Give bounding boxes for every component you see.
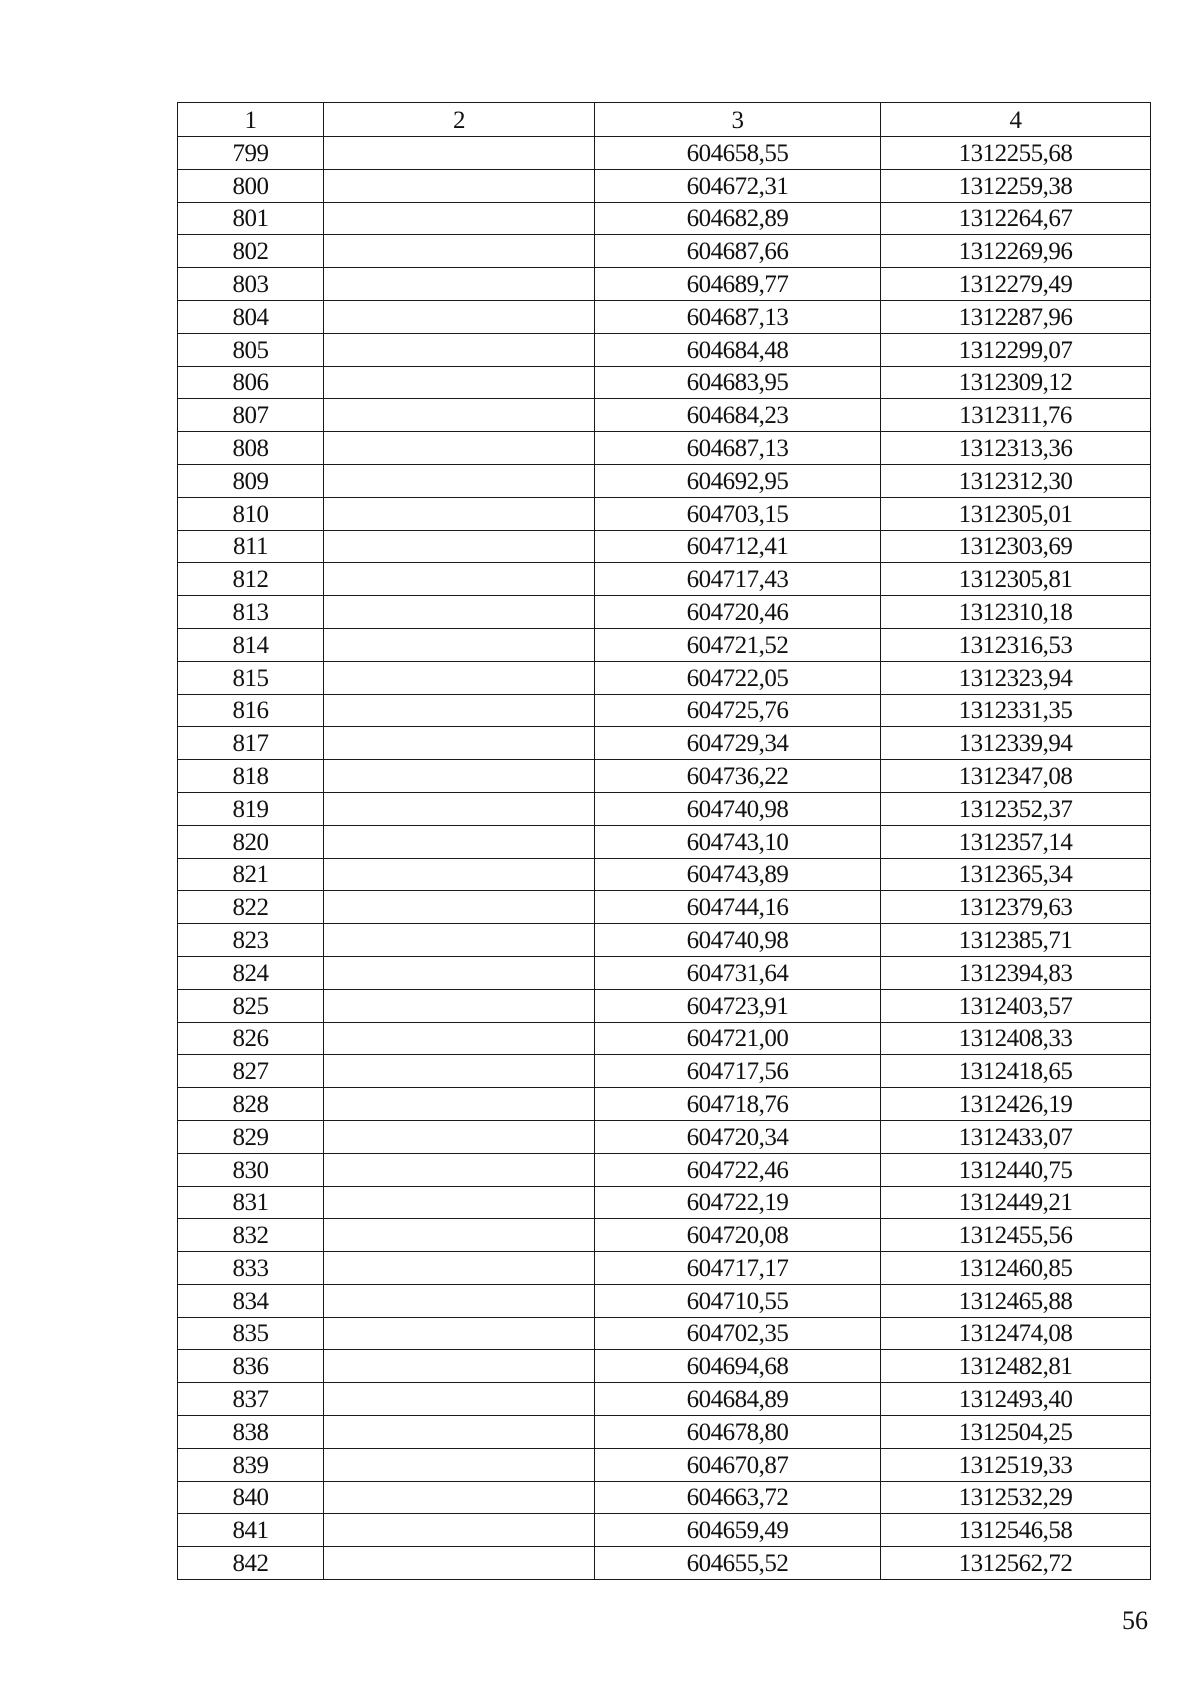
cell-y-coordinate: 1312493,40: [881, 1383, 1151, 1416]
table-row: [178, 956, 1151, 989]
cell-point-number: 822: [178, 891, 324, 924]
cell-x-coordinate: 604725,76: [595, 694, 881, 727]
cell-x-coordinate: 604687,13: [595, 300, 881, 333]
cell-col-2: [324, 268, 595, 301]
cell-col-2: [324, 1416, 595, 1449]
table-row: [178, 1219, 1151, 1252]
table-row: [178, 1284, 1151, 1317]
cell-point-number: 840: [178, 1481, 324, 1514]
table-row: [178, 399, 1151, 432]
cell-col-2: [324, 924, 595, 957]
cell-col-2: [324, 1252, 595, 1285]
cell-x-coordinate: 604722,19: [595, 1186, 881, 1219]
cell-col-2: [324, 1022, 595, 1055]
cell-col-2: [324, 464, 595, 497]
cell-col-2: [324, 497, 595, 530]
cell-col-2: [324, 169, 595, 202]
cell-point-number: 806: [178, 366, 324, 399]
header-col-3: 3: [595, 103, 881, 137]
table-row: [178, 202, 1151, 235]
cell-col-2: [324, 792, 595, 825]
table-row: [178, 1055, 1151, 1088]
cell-y-coordinate: 1312385,71: [881, 924, 1151, 957]
cell-x-coordinate: 604684,89: [595, 1383, 881, 1416]
cell-y-coordinate: 1312305,81: [881, 563, 1151, 596]
cell-point-number: 802: [178, 235, 324, 268]
table-row: [178, 333, 1151, 366]
table-row: [178, 628, 1151, 661]
cell-x-coordinate: 604703,15: [595, 497, 881, 530]
cell-y-coordinate: 1312311,76: [881, 399, 1151, 432]
cell-y-coordinate: 1312279,49: [881, 268, 1151, 301]
cell-col-2: [324, 1317, 595, 1350]
cell-point-number: 826: [178, 1022, 324, 1055]
cell-x-coordinate: 604684,23: [595, 399, 881, 432]
cell-x-coordinate: 604682,89: [595, 202, 881, 235]
cell-x-coordinate: 604722,05: [595, 661, 881, 694]
table-row: [178, 1153, 1151, 1186]
cell-x-coordinate: 604655,52: [595, 1547, 881, 1580]
table-row: [178, 858, 1151, 891]
cell-col-2: [324, 1448, 595, 1481]
cell-x-coordinate: 604740,98: [595, 792, 881, 825]
cell-y-coordinate: 1312264,67: [881, 202, 1151, 235]
cell-y-coordinate: 1312312,30: [881, 464, 1151, 497]
cell-col-2: [324, 1350, 595, 1383]
cell-point-number: 813: [178, 596, 324, 629]
cell-x-coordinate: 604692,95: [595, 464, 881, 497]
cell-y-coordinate: 1312532,29: [881, 1481, 1151, 1514]
cell-y-coordinate: 1312426,19: [881, 1088, 1151, 1121]
cell-col-2: [324, 1055, 595, 1088]
cell-x-coordinate: 604670,87: [595, 1448, 881, 1481]
cell-col-2: [324, 300, 595, 333]
header-col-2: 2: [324, 103, 595, 137]
cell-col-2: [324, 596, 595, 629]
cell-x-coordinate: 604743,89: [595, 858, 881, 891]
cell-point-number: 807: [178, 399, 324, 432]
cell-x-coordinate: 604712,41: [595, 530, 881, 563]
cell-x-coordinate: 604658,55: [595, 137, 881, 170]
table-row: [178, 300, 1151, 333]
page-number: 56: [1122, 1606, 1148, 1635]
cell-y-coordinate: 1312309,12: [881, 366, 1151, 399]
cell-y-coordinate: 1312465,88: [881, 1284, 1151, 1317]
cell-y-coordinate: 1312519,33: [881, 1448, 1151, 1481]
cell-y-coordinate: 1312287,96: [881, 300, 1151, 333]
cell-y-coordinate: 1312303,69: [881, 530, 1151, 563]
cell-col-2: [324, 530, 595, 563]
cell-col-2: [324, 694, 595, 727]
cell-point-number: 833: [178, 1252, 324, 1285]
table-row: [178, 924, 1151, 957]
table-header: [178, 103, 1151, 137]
cell-x-coordinate: 604717,43: [595, 563, 881, 596]
cell-y-coordinate: 1312339,94: [881, 727, 1151, 760]
cell-point-number: 842: [178, 1547, 324, 1580]
cell-x-coordinate: 604687,66: [595, 235, 881, 268]
cell-point-number: 828: [178, 1088, 324, 1121]
cell-x-coordinate: 604710,55: [595, 1284, 881, 1317]
cell-point-number: 835: [178, 1317, 324, 1350]
cell-point-number: 836: [178, 1350, 324, 1383]
cell-x-coordinate: 604731,64: [595, 956, 881, 989]
cell-x-coordinate: 604721,52: [595, 628, 881, 661]
table-body: [178, 137, 1151, 1580]
cell-col-2: [324, 137, 595, 170]
cell-col-2: [324, 563, 595, 596]
cell-col-2: [324, 760, 595, 793]
cell-point-number: 837: [178, 1383, 324, 1416]
cell-y-coordinate: 1312323,94: [881, 661, 1151, 694]
cell-x-coordinate: 604744,16: [595, 891, 881, 924]
table-row: [178, 169, 1151, 202]
cell-y-coordinate: 1312269,96: [881, 235, 1151, 268]
table-row: [178, 530, 1151, 563]
cell-point-number: 831: [178, 1186, 324, 1219]
coordinates-table: [177, 102, 1151, 1580]
table-row: [178, 1186, 1151, 1219]
cell-y-coordinate: 1312313,36: [881, 432, 1151, 465]
table-row: [178, 727, 1151, 760]
cell-col-2: [324, 1153, 595, 1186]
cell-point-number: 800: [178, 169, 324, 202]
cell-y-coordinate: 1312460,85: [881, 1252, 1151, 1285]
cell-x-coordinate: 604672,31: [595, 169, 881, 202]
cell-col-2: [324, 1547, 595, 1580]
table-row: [178, 661, 1151, 694]
header-row: [178, 103, 1151, 137]
cell-col-2: [324, 727, 595, 760]
cell-point-number: 810: [178, 497, 324, 530]
cell-y-coordinate: 1312394,83: [881, 956, 1151, 989]
cell-y-coordinate: 1312305,01: [881, 497, 1151, 530]
cell-col-2: [324, 432, 595, 465]
cell-point-number: 839: [178, 1448, 324, 1481]
table-row: [178, 760, 1151, 793]
cell-y-coordinate: 1312408,33: [881, 1022, 1151, 1055]
cell-x-coordinate: 604717,56: [595, 1055, 881, 1088]
cell-x-coordinate: 604659,49: [595, 1514, 881, 1547]
cell-point-number: 805: [178, 333, 324, 366]
table-row: [178, 825, 1151, 858]
cell-x-coordinate: 604720,46: [595, 596, 881, 629]
cell-x-coordinate: 604721,00: [595, 1022, 881, 1055]
cell-point-number: 829: [178, 1120, 324, 1153]
cell-x-coordinate: 604723,91: [595, 989, 881, 1022]
cell-point-number: 803: [178, 268, 324, 301]
cell-point-number: 825: [178, 989, 324, 1022]
cell-point-number: 830: [178, 1153, 324, 1186]
cell-point-number: 811: [178, 530, 324, 563]
table-row: [178, 891, 1151, 924]
cell-x-coordinate: 604687,13: [595, 432, 881, 465]
table-row: [178, 432, 1151, 465]
cell-y-coordinate: 1312482,81: [881, 1350, 1151, 1383]
cell-col-2: [324, 858, 595, 891]
cell-point-number: 841: [178, 1514, 324, 1547]
cell-col-2: [324, 891, 595, 924]
table-row: [178, 1448, 1151, 1481]
cell-col-2: [324, 1481, 595, 1514]
table-row: [178, 1514, 1151, 1547]
table-row: [178, 1317, 1151, 1350]
cell-point-number: 812: [178, 563, 324, 596]
coordinates-table-container: [177, 102, 1151, 1580]
cell-y-coordinate: 1312474,08: [881, 1317, 1151, 1350]
cell-y-coordinate: 1312449,21: [881, 1186, 1151, 1219]
cell-x-coordinate: 604684,48: [595, 333, 881, 366]
cell-x-coordinate: 604663,72: [595, 1481, 881, 1514]
table-row: [178, 694, 1151, 727]
cell-y-coordinate: 1312418,65: [881, 1055, 1151, 1088]
table-row: [178, 235, 1151, 268]
cell-y-coordinate: 1312365,34: [881, 858, 1151, 891]
cell-x-coordinate: 604683,95: [595, 366, 881, 399]
cell-col-2: [324, 366, 595, 399]
table-row: [178, 1481, 1151, 1514]
cell-col-2: [324, 1383, 595, 1416]
cell-point-number: 817: [178, 727, 324, 760]
table-row: [178, 1350, 1151, 1383]
cell-y-coordinate: 1312455,56: [881, 1219, 1151, 1252]
cell-x-coordinate: 604720,34: [595, 1120, 881, 1153]
cell-point-number: 815: [178, 661, 324, 694]
header-col-4: 4: [881, 103, 1151, 137]
cell-col-2: [324, 202, 595, 235]
table-row: [178, 464, 1151, 497]
cell-x-coordinate: 604678,80: [595, 1416, 881, 1449]
cell-x-coordinate: 604694,68: [595, 1350, 881, 1383]
table-row: [178, 1252, 1151, 1285]
table-row: [178, 268, 1151, 301]
cell-point-number: 809: [178, 464, 324, 497]
cell-y-coordinate: 1312546,58: [881, 1514, 1151, 1547]
header-col-1: 1: [178, 103, 324, 137]
cell-point-number: 799: [178, 137, 324, 170]
cell-point-number: 814: [178, 628, 324, 661]
cell-point-number: 838: [178, 1416, 324, 1449]
cell-y-coordinate: 1312352,37: [881, 792, 1151, 825]
table-row: [178, 137, 1151, 170]
cell-point-number: 823: [178, 924, 324, 957]
cell-y-coordinate: 1312299,07: [881, 333, 1151, 366]
cell-col-2: [324, 1088, 595, 1121]
cell-col-2: [324, 956, 595, 989]
cell-y-coordinate: 1312440,75: [881, 1153, 1151, 1186]
table-row: [178, 1022, 1151, 1055]
cell-col-2: [324, 661, 595, 694]
cell-y-coordinate: 1312331,35: [881, 694, 1151, 727]
cell-col-2: [324, 333, 595, 366]
table-row: [178, 1383, 1151, 1416]
cell-y-coordinate: 1312379,63: [881, 891, 1151, 924]
cell-x-coordinate: 604717,17: [595, 1252, 881, 1285]
cell-point-number: 827: [178, 1055, 324, 1088]
cell-col-2: [324, 1284, 595, 1317]
table-row: [178, 989, 1151, 1022]
cell-col-2: [324, 989, 595, 1022]
cell-point-number: 824: [178, 956, 324, 989]
table-row: [178, 792, 1151, 825]
cell-col-2: [324, 399, 595, 432]
cell-x-coordinate: 604722,46: [595, 1153, 881, 1186]
cell-point-number: 834: [178, 1284, 324, 1317]
cell-x-coordinate: 604740,98: [595, 924, 881, 957]
table-row: [178, 1120, 1151, 1153]
cell-y-coordinate: 1312562,72: [881, 1547, 1151, 1580]
cell-point-number: 801: [178, 202, 324, 235]
cell-x-coordinate: 604720,08: [595, 1219, 881, 1252]
cell-y-coordinate: 1312259,38: [881, 169, 1151, 202]
cell-y-coordinate: 1312310,18: [881, 596, 1151, 629]
table-row: [178, 1547, 1151, 1580]
cell-y-coordinate: 1312433,07: [881, 1120, 1151, 1153]
cell-col-2: [324, 235, 595, 268]
cell-y-coordinate: 1312347,08: [881, 760, 1151, 793]
cell-point-number: 808: [178, 432, 324, 465]
cell-y-coordinate: 1312316,53: [881, 628, 1151, 661]
cell-y-coordinate: 1312403,57: [881, 989, 1151, 1022]
cell-y-coordinate: 1312357,14: [881, 825, 1151, 858]
cell-x-coordinate: 604743,10: [595, 825, 881, 858]
table-row: [178, 563, 1151, 596]
cell-col-2: [324, 628, 595, 661]
cell-point-number: 820: [178, 825, 324, 858]
cell-x-coordinate: 604718,76: [595, 1088, 881, 1121]
cell-col-2: [324, 1514, 595, 1547]
cell-col-2: [324, 1219, 595, 1252]
table-row: [178, 1416, 1151, 1449]
cell-point-number: 832: [178, 1219, 324, 1252]
table-row: [178, 366, 1151, 399]
cell-x-coordinate: 604689,77: [595, 268, 881, 301]
cell-x-coordinate: 604729,34: [595, 727, 881, 760]
cell-x-coordinate: 604736,22: [595, 760, 881, 793]
cell-x-coordinate: 604702,35: [595, 1317, 881, 1350]
cell-point-number: 821: [178, 858, 324, 891]
cell-y-coordinate: 1312504,25: [881, 1416, 1151, 1449]
cell-col-2: [324, 825, 595, 858]
cell-point-number: 819: [178, 792, 324, 825]
table-row: [178, 596, 1151, 629]
table-row: [178, 1088, 1151, 1121]
cell-point-number: 818: [178, 760, 324, 793]
cell-col-2: [324, 1186, 595, 1219]
table-row: [178, 497, 1151, 530]
cell-col-2: [324, 1120, 595, 1153]
cell-y-coordinate: 1312255,68: [881, 137, 1151, 170]
cell-point-number: 816: [178, 694, 324, 727]
cell-point-number: 804: [178, 300, 324, 333]
